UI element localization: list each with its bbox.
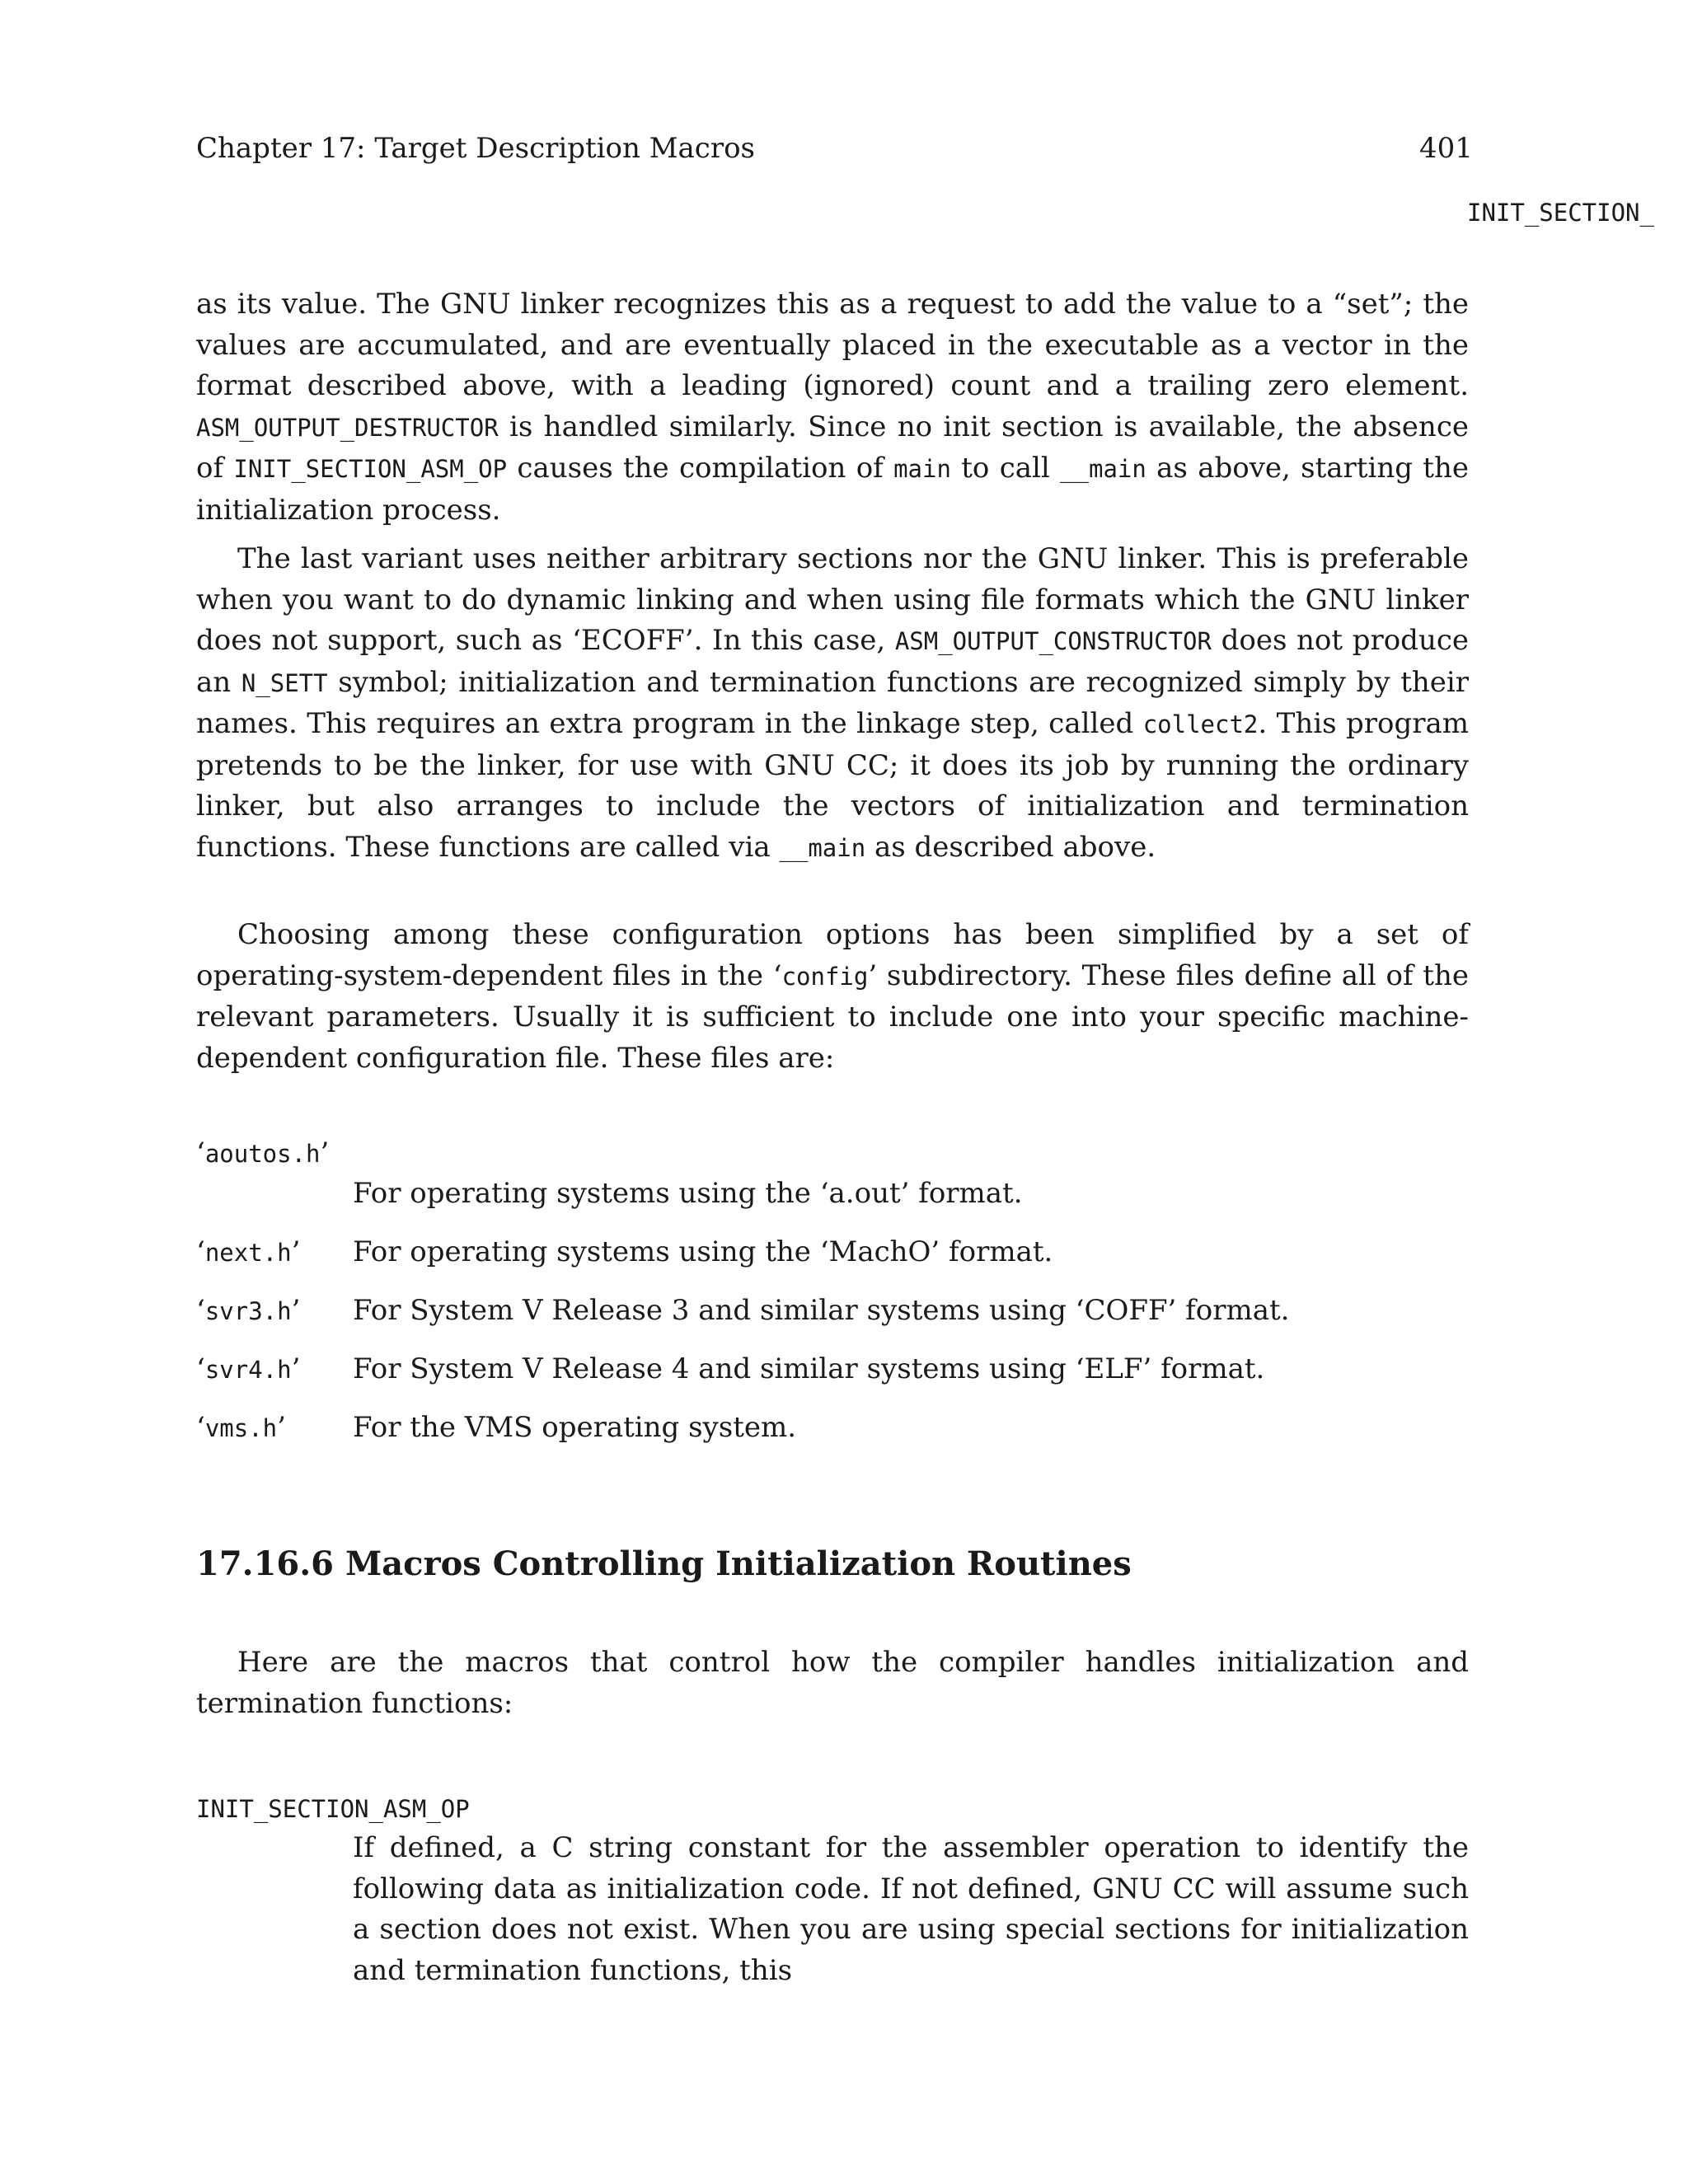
running-head: INIT_SECTION_	[1467, 199, 1654, 227]
file-term-next: ‘next.h’	[196, 1235, 301, 1268]
file-desc-svr3: For System V Release 3 and similar systems using ‘COFF’ format.	[353, 1294, 1290, 1327]
text-run: as its value. The GNU linker recognizes this as a request to add the value to a “set”; the values are accumulated, and are eventually placed in the executable as a vector in the format described above, with a leading (ignored) count and a trailing zero element.	[196, 288, 1469, 402]
text-run: ’ subdirectory. These files define all of the relevant parameters. Usually it is sufficient to include one into your specific machine-dependent configuration file. These files are:	[196, 958, 1469, 1075]
code-underscore-main: __main	[779, 833, 866, 862]
text-run: . This program pretends to be the linker, for use with GNU CC; it does its job by running the ordinary linker, but also arranges to include the vectors of initialization and termination functions. These functions are called via	[196, 707, 1470, 864]
text-run: The last variant uses neither arbitrary sections nor the GNU linker. This is preferable when you want to do dynamic linking and when using file formats which the GNU linker does not support, such as ‘ECOFF’. In this case,	[196, 542, 1469, 657]
file-desc-aoutos: For operating systems using the ‘a.out’ format.	[353, 1177, 1023, 1210]
code-init-section-asm-op: INIT_SECTION_ASM_OP	[233, 455, 508, 483]
file-desc-next: For operating systems using the ‘MachO’ format.	[353, 1235, 1053, 1268]
text-run: to call	[950, 452, 1061, 485]
code-main: main	[893, 455, 951, 483]
file-desc-svr4: For System V Release 4 and similar systems using ‘ELF’ format.	[353, 1352, 1265, 1385]
file-term-svr4: ‘svr4.h’	[196, 1352, 301, 1385]
text-run: Choosing among these configuration options has been simplified by a set of operating-system-dependent files in the ‘	[196, 918, 1469, 992]
file-name: next.h	[204, 1239, 292, 1267]
text-run: does not produce an	[196, 624, 1470, 699]
page-number: 401	[1419, 132, 1473, 165]
code-n-sett: N_SETT	[241, 668, 328, 697]
macro-name: INIT_SECTION_ASM_OP	[196, 1795, 470, 1823]
code-asm-output-destructor: ASM_OUTPUT_DESTRUCTOR	[196, 413, 499, 442]
text-run: symbol; initialization and termination functions are recognized simply by their names. This requires an extra program in the linkage step, called	[196, 665, 1469, 740]
paragraph-destructor-note	[196, 284, 1469, 531]
code-collect2: collect2	[1142, 710, 1259, 738]
text-run: is handled similarly. Since no init section is available, the absence of	[196, 410, 1469, 485]
text-run: causes the compilation of	[507, 452, 894, 485]
file-desc-vms: For the VMS operating system.	[353, 1411, 797, 1444]
file-name: aoutos.h	[204, 1140, 321, 1168]
section-intro	[196, 1643, 1469, 1724]
code-asm-output-constructor: ASM_OUTPUT_CONSTRUCTOR	[894, 627, 1212, 655]
code-underscore-main: __main	[1060, 455, 1146, 483]
file-term-aoutos: ‘aoutos.h’	[196, 1137, 330, 1169]
file-term-svr3: ‘svr3.h’	[196, 1294, 301, 1327]
paragraph-last-variant	[196, 539, 1469, 869]
file-name: vms.h	[204, 1414, 278, 1442]
text-run: as described above.	[865, 830, 1156, 864]
file-term-vms: ‘vms.h’	[196, 1411, 286, 1444]
file-name: svr4.h	[204, 1356, 292, 1384]
chapter-header: Chapter 17: Target Description Macros	[196, 132, 756, 165]
code-config: config	[781, 962, 869, 991]
text-run: Here are the macros that control how the compiler handles initialization and termination functions:	[196, 1646, 1469, 1720]
file-name: svr3.h	[204, 1297, 292, 1325]
paragraph-config-options	[196, 915, 1469, 1079]
text-run: as above, starting the initialization process.	[196, 452, 1469, 527]
section-heading: 17.16.6 Macros Controlling Initialization Routines	[196, 1544, 1132, 1583]
macro-description: If defined, a C string constant for the assembler operation to identify the following data as initialization code. If not defined, GNU CC will assume such a section does not exist. When you are using special sections for initialization and termination functions, this	[353, 1831, 1469, 1987]
